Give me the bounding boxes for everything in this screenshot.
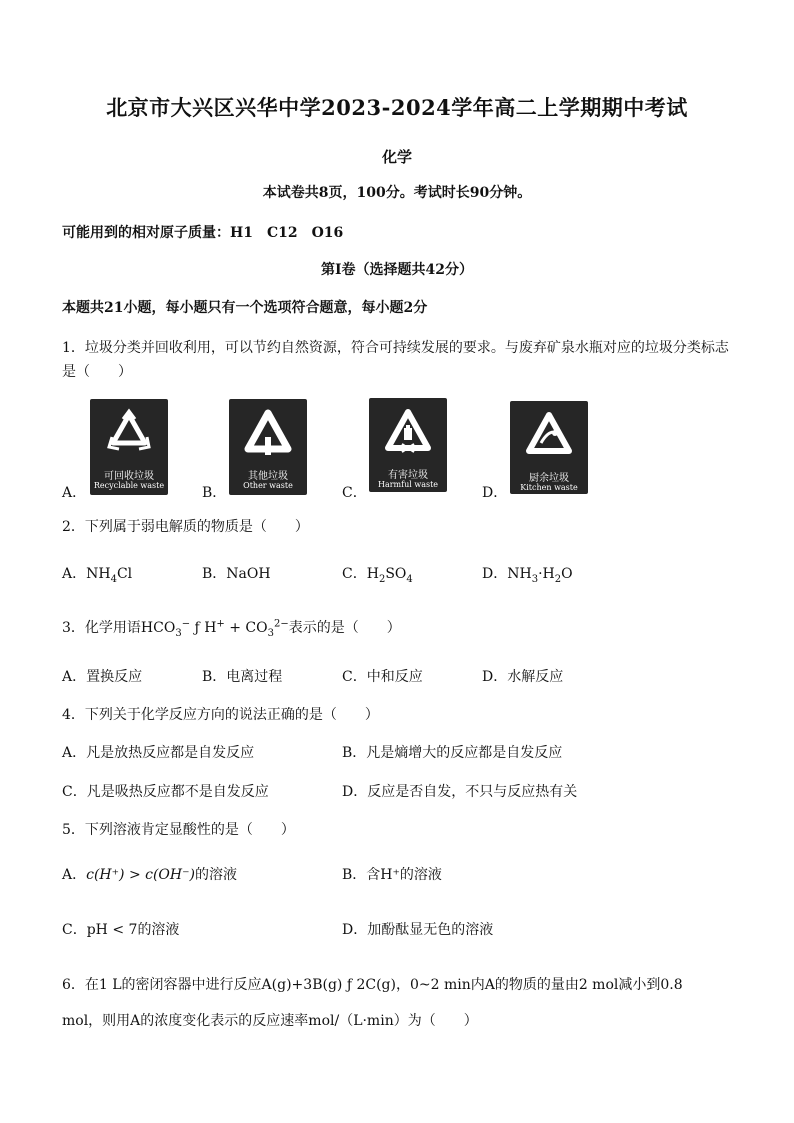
subject-label: 化学 — [381, 148, 412, 166]
logo-cn-label: 其他垃圾 — [248, 471, 288, 482]
harmful-waste-icon — [378, 406, 438, 464]
q3-option-c: C．中和反应 — [342, 669, 423, 685]
page-title: 北京市大兴区兴华中学2023-2024学年高二上学期期中考试 — [106, 95, 688, 120]
q2-option-c: C．$H_2SO_4$ — [342, 566, 413, 585]
q4-option-a: A．凡是放热反应都是自发反应 — [62, 745, 255, 761]
question-5-stem: 5．下列溶液肯定显酸性的是（ ） — [62, 822, 295, 838]
atomic-mass-note: 可能用到的相对原子质量：H1 C12 O16 — [62, 225, 344, 241]
harmful-waste-logo — [369, 398, 447, 492]
q5-option-d: D．加酚酞显无色的溶液 — [342, 922, 494, 938]
q1-option-a-letter: A． — [62, 485, 87, 501]
q5-option-c: C．pH < 7的溶液 — [62, 922, 180, 938]
question-2-stem: 2．下列属于弱电解质的物质是（ ） — [62, 519, 309, 535]
q4-option-c: C．凡是吸热反应都不是自发反应 — [62, 784, 269, 800]
other-waste-logo — [229, 399, 307, 495]
q1-option-d-letter: D． — [482, 485, 508, 501]
logo-en-label: Kitchen waste — [520, 483, 578, 492]
logo-cn-label: 可回收垃圾 — [104, 471, 154, 482]
q2-option-d: D．$NH_3\cdot H_2O$ — [482, 566, 573, 585]
logo-cn-label: 厨余垃圾 — [529, 473, 569, 484]
question-6-line-2: mol，则用A的浓度变化表示的反应速率mol/（L·min）为（ ） — [62, 1013, 478, 1029]
q1-option-c-letter: C． — [342, 485, 367, 501]
kitchen-waste-icon — [519, 409, 579, 467]
recyclable-waste-logo — [90, 399, 168, 495]
recycle-icon — [99, 407, 159, 465]
instruction-text: 本题共21小题，每小题只有一个选项符合题意，每小题2分 — [62, 300, 428, 316]
q1-option-b-letter: B． — [202, 485, 227, 501]
logo-en-label: Harmful waste — [377, 480, 439, 489]
question-3-stem: 3．化学用语$HCO_3^-$ ƒ $H^+ + CO_3^{2-}$表示的是（ ） — [62, 618, 401, 639]
q4-option-d: D．反应是否自发，不只与反应热有关 — [342, 784, 578, 800]
q3-option-b: B．电离过程 — [202, 669, 283, 685]
q3-option-a: A．置换反应 — [62, 669, 143, 685]
q2-option-b: B．NaOH — [202, 566, 271, 582]
logo-en-label: Recyclable waste — [93, 481, 165, 490]
logo-cn-label: 有害垃圾 — [388, 470, 428, 481]
q3-option-d: D．水解反应 — [482, 669, 564, 685]
q4-option-b: B．凡是熵增大的反应都是自发反应 — [342, 745, 563, 761]
q2-option-a: A．$NH_4Cl$ — [62, 566, 133, 585]
q5-option-a: A．c(H⁺) > c(OH⁻)的溶液 — [62, 867, 237, 883]
question-4-stem: 4．下列关于化学反应方向的说法正确的是（ ） — [62, 707, 379, 723]
question-1-stem: 1．垃圾分类并回收利用，可以节约自然资源，符合可持续发展的要求。与废弃矿泉水瓶对应的垃圾分类标志是（ ） — [62, 340, 729, 380]
other-waste-icon — [238, 407, 298, 465]
exam-info: 本试卷共8页，100分。考试时长90分钟。 — [262, 185, 532, 201]
section-heading: 第Ⅰ卷（选择题共42分） — [320, 262, 474, 278]
logo-en-label: Other waste — [243, 481, 293, 490]
kitchen-waste-logo — [510, 401, 588, 494]
question-6-line-1: 6．在1 L的密闭容器中进行反应A(g)+3B(g) ƒ 2C(g)，0~2 min内A的物质的量由2 mol减小到0.8 — [62, 977, 683, 993]
q5-option-b: B．含H⁺的溶液 — [342, 867, 442, 883]
